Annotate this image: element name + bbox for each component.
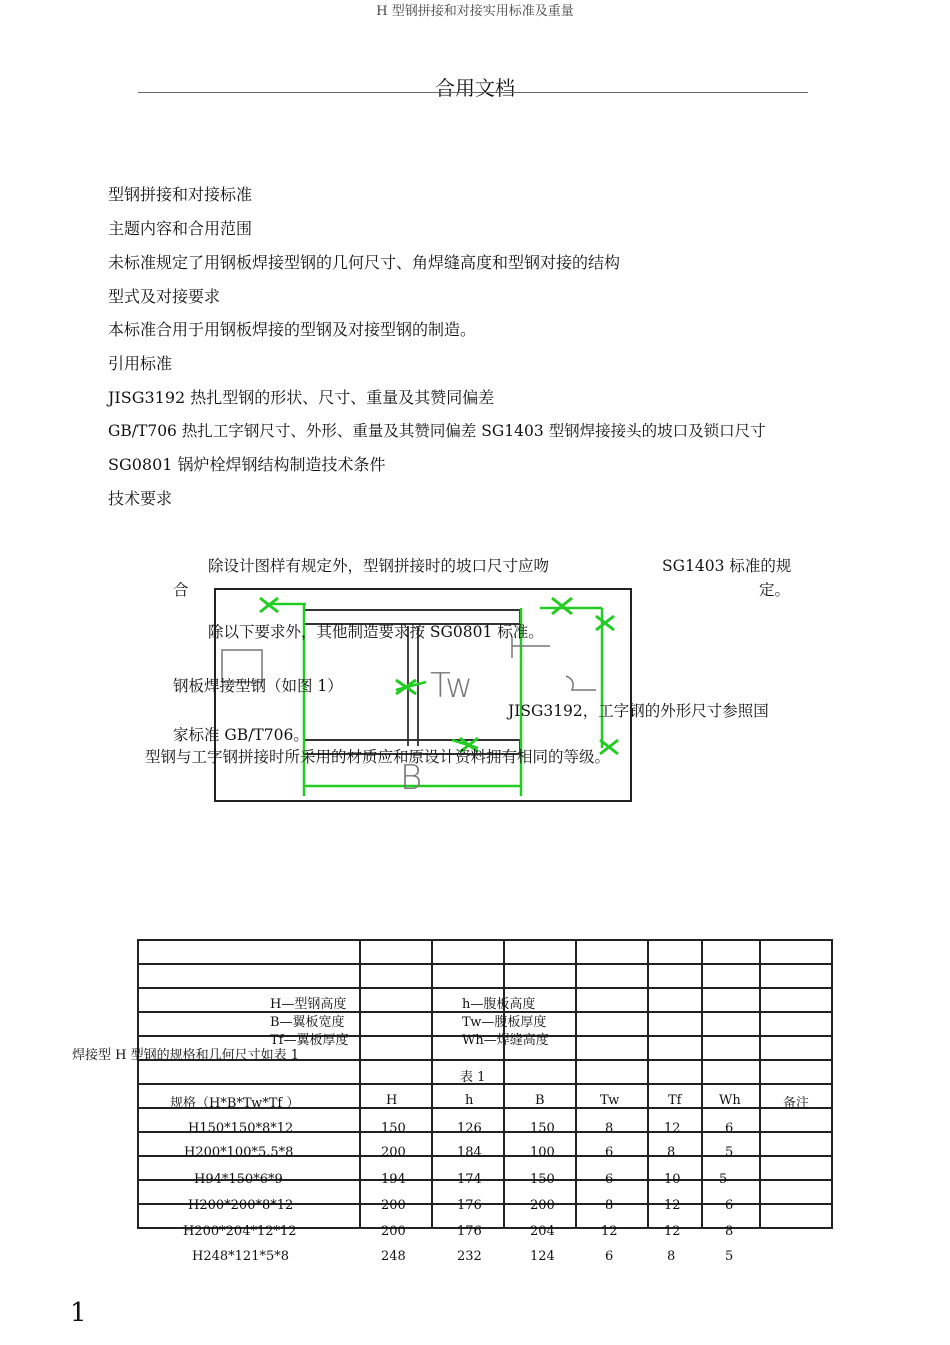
table-cell-H: 200 bbox=[381, 1145, 406, 1160]
table-cell-B: 150 bbox=[530, 1121, 555, 1136]
table-cell-spec: H200*100*5.5*8 bbox=[184, 1145, 294, 1160]
col-header-B: B bbox=[535, 1093, 545, 1108]
overlay-groove-text: 除设计图样有规定外，型钢拼接时的坡口尺寸应吻 bbox=[208, 557, 550, 575]
overlay-he-text: 合 bbox=[173, 581, 189, 599]
table-cell-Tf: 12 bbox=[664, 1224, 681, 1239]
heading-technical: 技术要求 bbox=[108, 489, 173, 508]
overlay-manufacture-text: 除以下要求外，其他制造要求按 SG0801 标准。 bbox=[208, 623, 544, 641]
overlay-material-text: 型钢与工字钢拼接时所采用的材质应和原设计资料拥有相同的等级。 bbox=[145, 748, 611, 766]
col-header-Tf: Tf bbox=[668, 1093, 682, 1108]
overlay-jis-ref: JISG3192，工字钢的外形尺寸参照国 bbox=[508, 702, 769, 720]
paragraph-scope-1: 未标准规定了用钢板焊接型钢的几何尺寸、角焊缝高度和型钢对接的结构 bbox=[108, 253, 621, 272]
flange-width-label: B bbox=[400, 758, 423, 798]
table-cell-H: 200 bbox=[381, 1198, 406, 1213]
table-cell-spec: H150*150*8*12 bbox=[188, 1121, 294, 1136]
col-header-h: h bbox=[465, 1093, 474, 1108]
table-cell-Tw: 8 bbox=[605, 1198, 614, 1213]
table-cell-Tw: 6 bbox=[605, 1249, 614, 1264]
heading-references: 引用标准 bbox=[108, 354, 173, 373]
table-cell-H: 150 bbox=[381, 1121, 406, 1136]
table-caption: 表 1 bbox=[460, 1070, 486, 1085]
col-header-spec: 规格（H*B*Tw*Tf ） bbox=[170, 1096, 300, 1111]
table-cell-Tw: 6 bbox=[605, 1172, 614, 1187]
table-cell-Wh: 5 bbox=[725, 1249, 734, 1264]
legend-tf: Tf—翼板厚度 bbox=[270, 1033, 349, 1048]
legend-tw: Tw—腹板厚度 bbox=[462, 1015, 547, 1030]
col-header-Wh: Wh bbox=[719, 1093, 741, 1108]
table-cell-H: 194 bbox=[381, 1172, 406, 1187]
overlay-figure-ref: 钢板焊接型钢（如图 1） bbox=[173, 677, 343, 695]
document-title: 合用文档 bbox=[435, 76, 515, 100]
col-header-H: H bbox=[386, 1093, 398, 1108]
heading-scope: 主题内容和合用范围 bbox=[108, 219, 253, 238]
table-intro: 焊接型 H 型钢的规格和几何尺寸如表 1 bbox=[72, 1048, 300, 1063]
table-cell-Wh: 6 bbox=[725, 1121, 734, 1136]
table-cell-Tf: 8 bbox=[667, 1249, 676, 1264]
web-thickness-label: Tw bbox=[430, 666, 473, 706]
table-cell-Tf: 12 bbox=[664, 1121, 681, 1136]
table-cell-Wh: 8 bbox=[725, 1224, 734, 1239]
legend-b: B—翼板宽度 bbox=[270, 1015, 345, 1030]
table-cell-spec: H200*204*12*12 bbox=[183, 1224, 297, 1239]
reference-sg0801: SG0801 锅炉栓焊钢结构制造技术条件 bbox=[108, 455, 386, 474]
paragraph-scope-2: 型式及对接要求 bbox=[108, 287, 221, 306]
table-cell-Tw: 8 bbox=[605, 1121, 614, 1136]
table-cell-Wh: 6 bbox=[725, 1198, 734, 1213]
col-header-notes: 备注 bbox=[783, 1096, 810, 1111]
table-cell-B: 200 bbox=[530, 1198, 555, 1213]
table-cell-B: 204 bbox=[530, 1224, 555, 1239]
table-cell-B: 124 bbox=[530, 1249, 555, 1264]
table-cell-Tw: 6 bbox=[605, 1145, 614, 1160]
table-cell-Tf: 12 bbox=[664, 1198, 681, 1213]
table-cell-Wh: 5 bbox=[725, 1145, 734, 1160]
table-cell-h: 174 bbox=[457, 1172, 482, 1187]
reference-jis: JISG3192 热扎型钢的形状、尺寸、重量及其赞同偏差 bbox=[108, 388, 495, 407]
table-cell-spec: H248*121*5*8 bbox=[192, 1249, 290, 1264]
page-number: 1 bbox=[70, 1298, 87, 1328]
legend-h: H—型钢高度 bbox=[270, 997, 347, 1012]
overlay-ding-text: 定。 bbox=[759, 581, 791, 599]
table-cell-spec: H94*150*6*9 bbox=[194, 1172, 283, 1187]
overlay-gb-ref: 家标准 GB/T706。 bbox=[173, 726, 309, 744]
table-cell-h: 176 bbox=[457, 1198, 482, 1213]
header-rule bbox=[138, 92, 808, 93]
table-cell-H: 200 bbox=[381, 1224, 406, 1239]
table-cell-Tf: 8 bbox=[667, 1145, 676, 1160]
table-cell-H: 248 bbox=[381, 1249, 406, 1264]
running-title: H 型钢拼接和对接实用标准及重量 bbox=[376, 4, 574, 19]
table-cell-B: 150 bbox=[530, 1172, 555, 1187]
table-cell-Tf: 10 bbox=[664, 1172, 681, 1187]
table-cell-h: 232 bbox=[457, 1249, 482, 1264]
overlay-sg1403-text: SG1403 标准的规 bbox=[662, 557, 792, 575]
paragraph-applicability: 本标准合用于用钢板焊接的型钢及对接型钢的制造。 bbox=[108, 320, 477, 339]
heading-standard: 型钢拼接和对接标准 bbox=[108, 185, 253, 204]
legend-wh: Wh—焊缝高度 bbox=[462, 1033, 549, 1048]
table-cell-Tw: 12 bbox=[601, 1224, 618, 1239]
table-cell-h: 184 bbox=[457, 1145, 482, 1160]
table-cell-h: 126 bbox=[457, 1121, 482, 1136]
table-cell-spec: H200*200*8*12 bbox=[188, 1198, 294, 1213]
table-cell-Wh: 5 bbox=[719, 1172, 728, 1187]
reference-gb: GB/T706 热扎工字钢尺寸、外形、重量及其赞同偏差 SG1403 型钢焊接接头的坡口及锁口尺寸 bbox=[108, 422, 766, 440]
table-cell-h: 176 bbox=[457, 1224, 482, 1239]
table-cell-B: 100 bbox=[530, 1145, 555, 1160]
legend-web-height: h—腹板高度 bbox=[462, 997, 536, 1012]
col-header-Tw: Tw bbox=[600, 1093, 620, 1108]
